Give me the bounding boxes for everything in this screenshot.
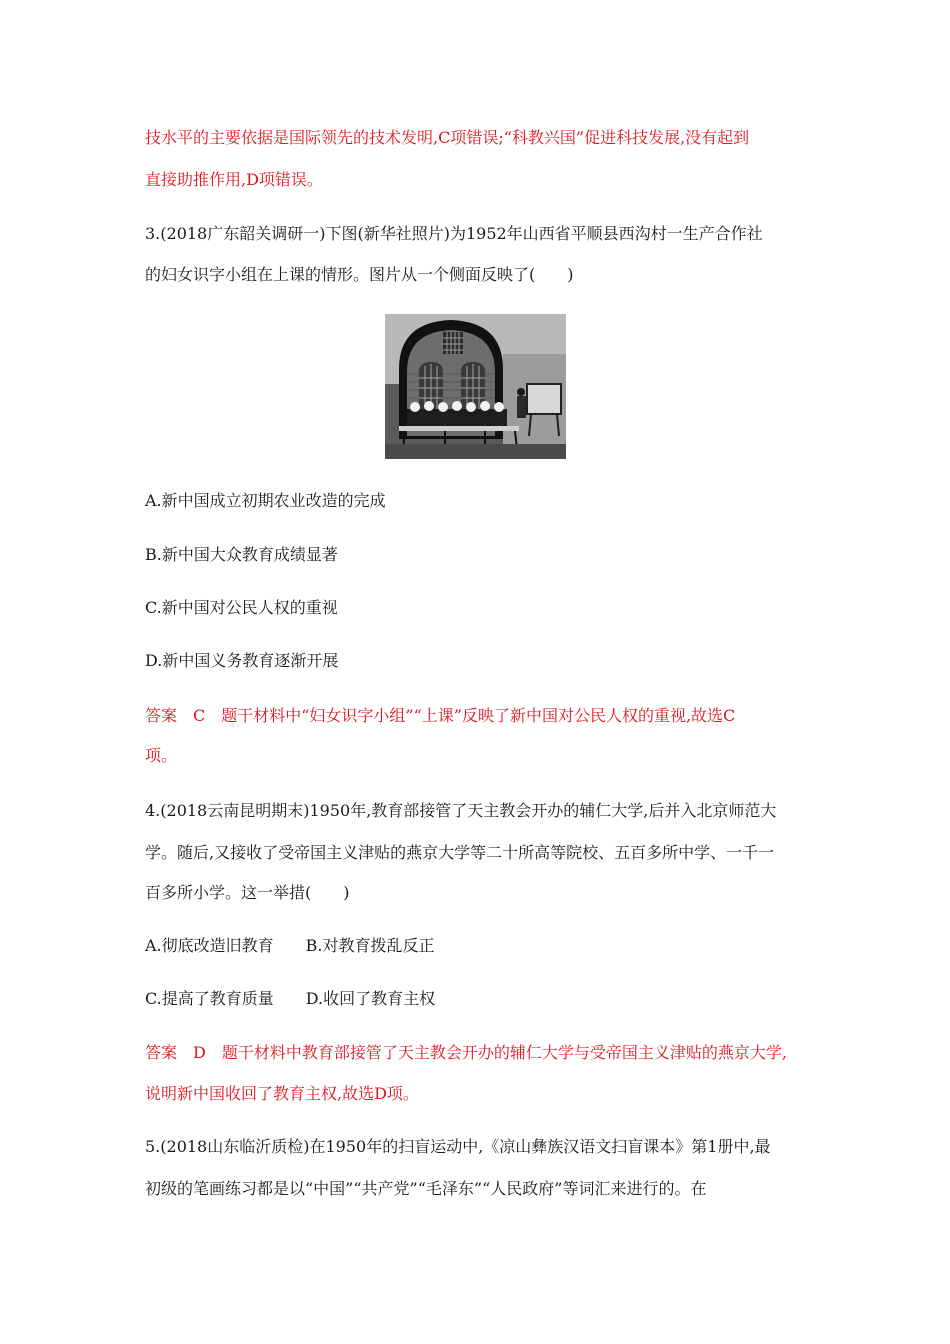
q3-stem-line-1: 3.(2018广东韶关调研一)下图(新华社照片)为1952年山西省平顺县西沟村一生产合作社 bbox=[145, 224, 763, 243]
q3-answer-line-1: 答案 C 题干材料中“妇女识字小组”“上课”反映了新中国对公民人权的重视,故选C bbox=[145, 706, 736, 725]
women-literacy-class-photo bbox=[385, 314, 566, 459]
q4-options-row-1: A.彻底改造旧教育 B.对教育拨乱反正 bbox=[145, 936, 435, 955]
q3-option-a: A.新中国成立初期农业改造的完成 bbox=[145, 491, 386, 510]
q3-answer-line-2: 项。 bbox=[145, 746, 178, 765]
answer-continuation-line-1: 技水平的主要依据是国际领先的技术发明,C项错误;“科教兴国”促进科技发展,没有起到 bbox=[145, 128, 750, 147]
q4-options-row-2: C.提高了教育质量 D.收回了教育主权 bbox=[145, 989, 436, 1008]
q4-stem-line-2: 学。随后,又接收了受帝国主义津贴的燕京大学等二十所高等院校、五百多所中学、一千一 bbox=[145, 843, 775, 862]
q3-photo bbox=[385, 314, 566, 459]
q3-stem-line-2: 的妇女识字小组在上课的情形。图片从一个侧面反映了( ) bbox=[145, 265, 574, 284]
q4-stem-line-1: 4.(2018云南昆明期末)1950年,教育部接管了天主教会开办的辅仁大学,后并入北京师范大 bbox=[145, 801, 777, 820]
q5-stem-line-1: 5.(2018山东临沂质检)在1950年的扫盲运动中,《凉山彝族汉语文扫盲课本》第1册中,最 bbox=[145, 1137, 771, 1156]
q4-answer-line-1: 答案 D 题干材料中教育部接管了天主教会开办的辅仁大学与受帝国主义津贴的燕京大学, bbox=[145, 1043, 787, 1062]
answer-continuation-line-2: 直接助推作用,D项错误。 bbox=[145, 170, 323, 189]
q3-option-c: C.新中国对公民人权的重视 bbox=[145, 598, 338, 617]
q4-answer-line-2: 说明新中国收回了教育主权,故选D项。 bbox=[145, 1084, 419, 1103]
q3-option-d: D.新中国义务教育逐渐开展 bbox=[145, 651, 339, 670]
q3-option-b: B.新中国大众教育成绩显著 bbox=[145, 545, 338, 564]
q4-stem-line-3: 百多所小学。这一举措( ) bbox=[145, 883, 350, 902]
q5-stem-line-2: 初级的笔画练习都是以“中国”“共产党”“毛泽东”“人民政府”等词汇来进行的。在 bbox=[145, 1179, 707, 1198]
